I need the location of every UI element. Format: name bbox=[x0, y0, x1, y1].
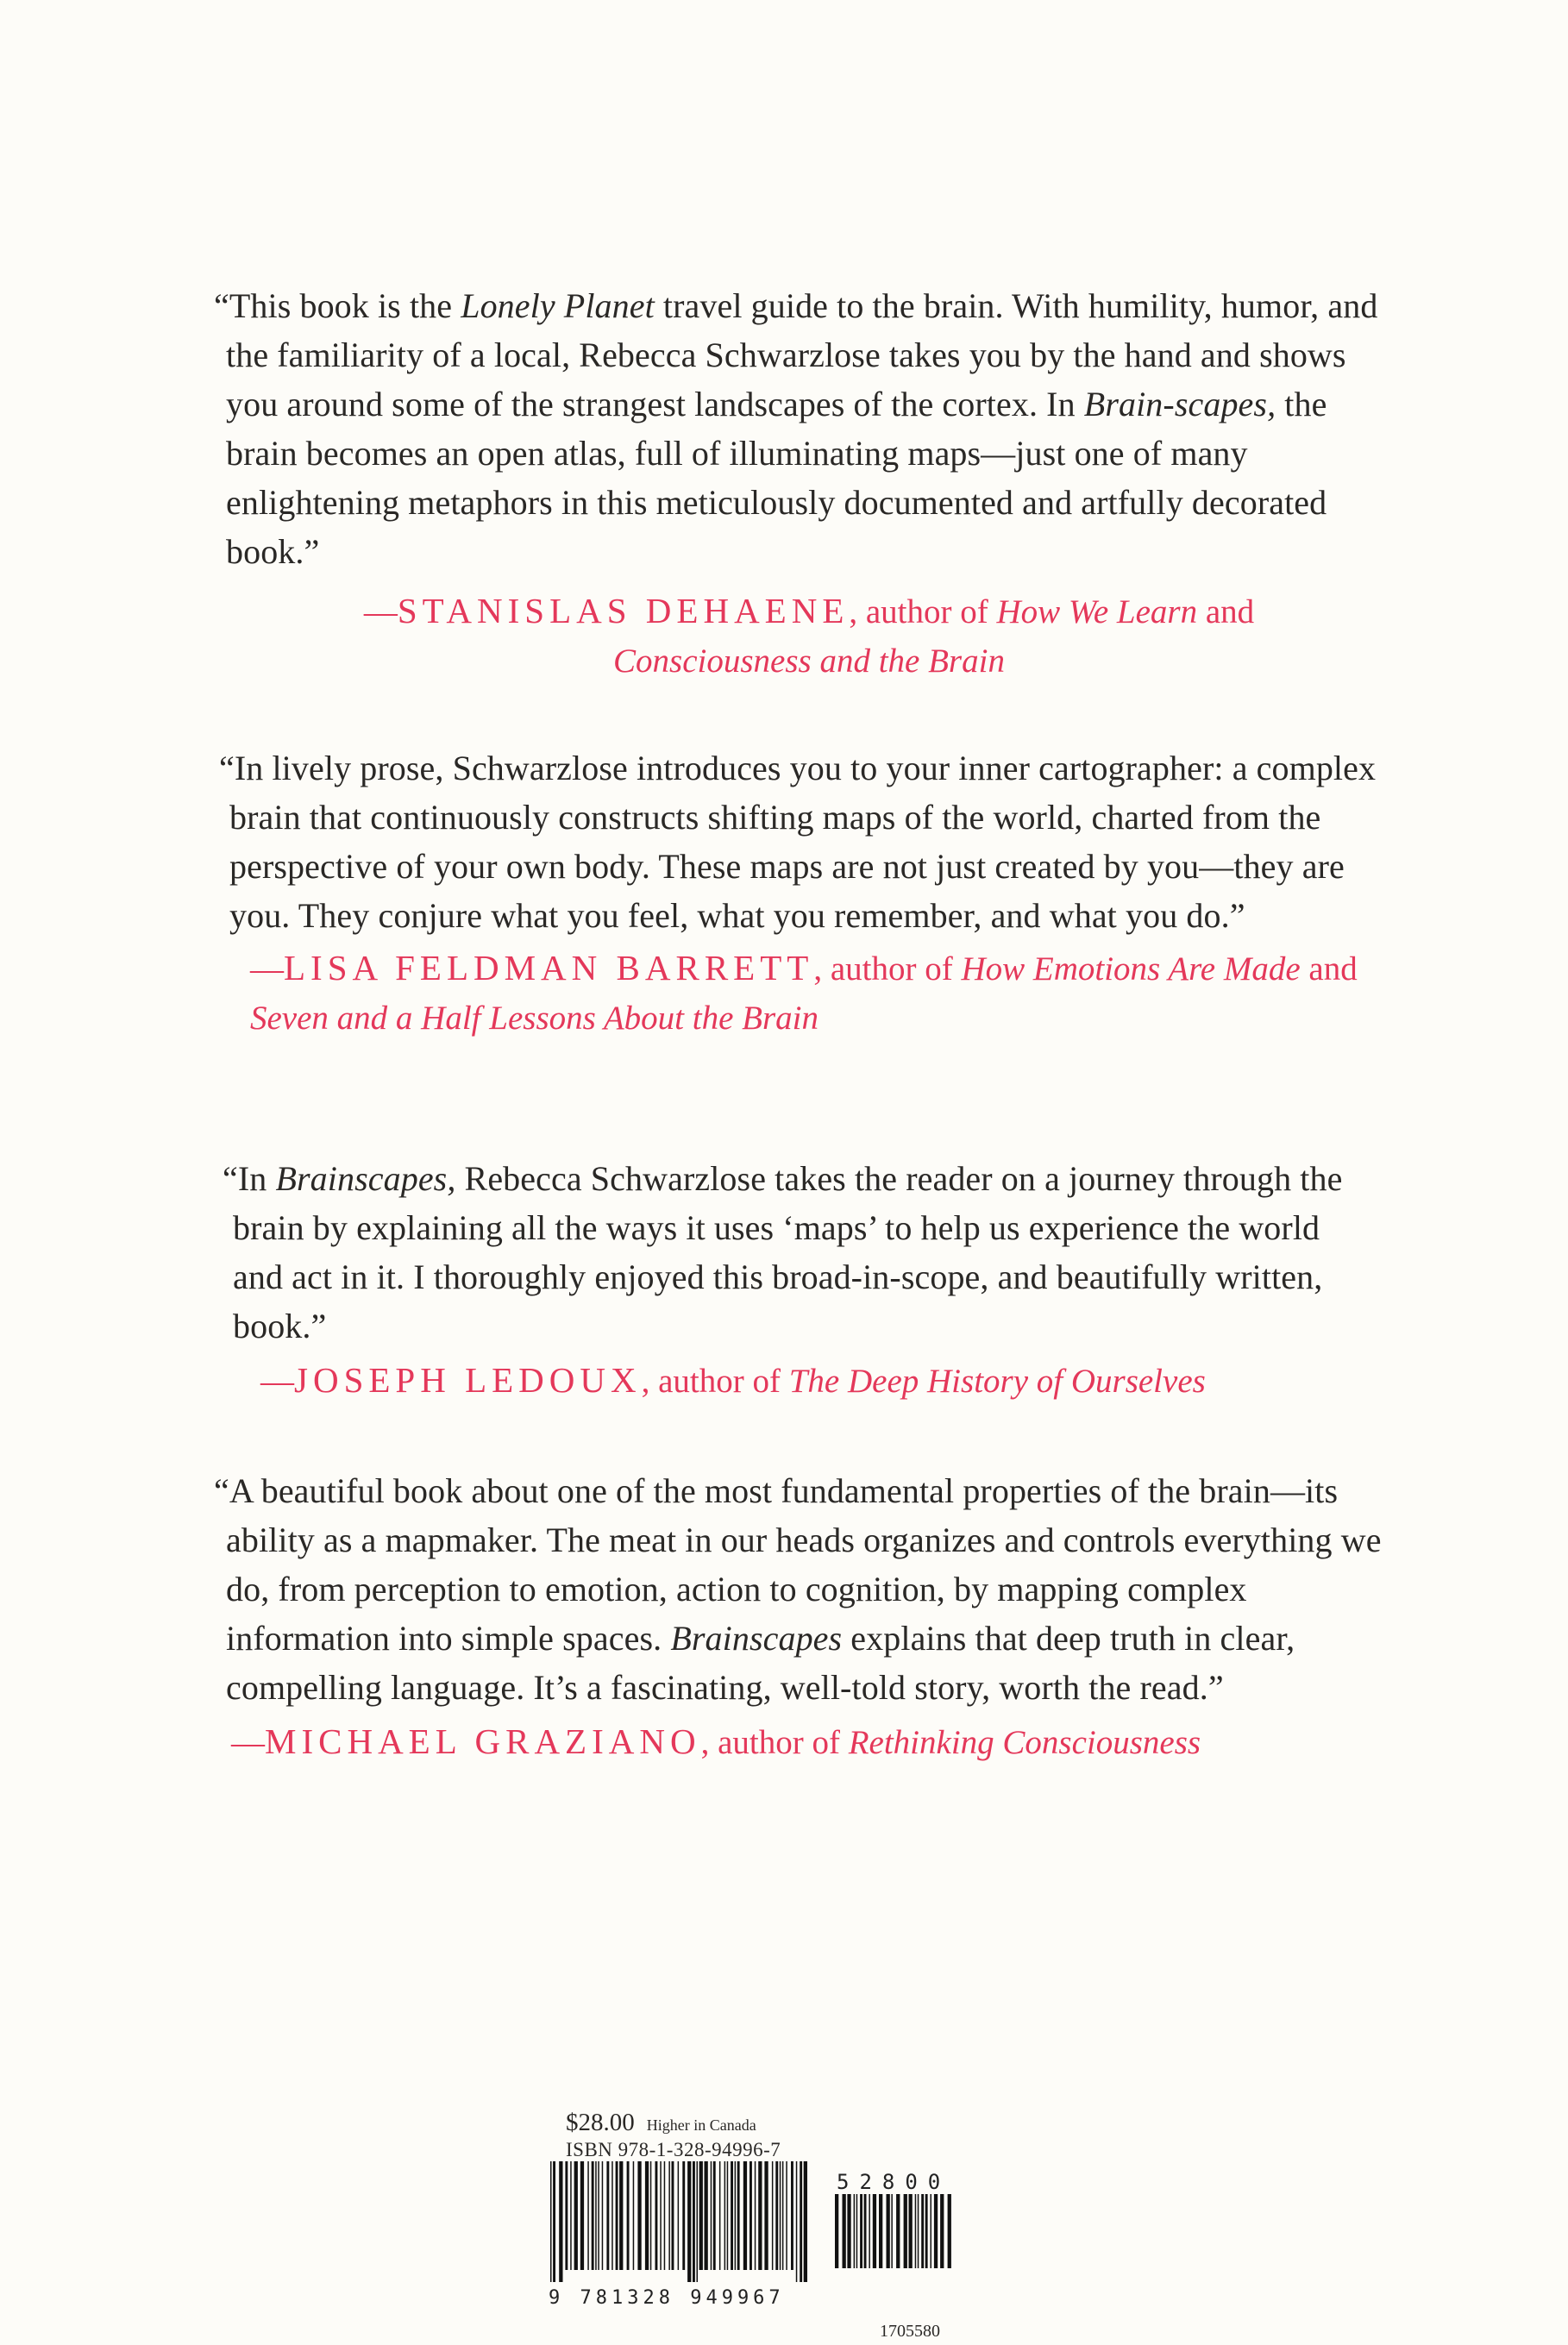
barcode-bar bbox=[750, 2161, 752, 2270]
barcode-bar bbox=[727, 2161, 729, 2270]
barcode-bar bbox=[864, 2194, 867, 2268]
blurb-quote: “In Brainscapes, Rebecca Schwarzlose takes the reader on a journey through the brain by explaining all the ways it uses ‘maps’ to help us experience the world and act in it. I thoroughly enjoyed this broad-in-scope, and beautifully written, book.” bbox=[223, 1159, 1343, 1345]
barcode-bar bbox=[602, 2161, 604, 2270]
barcode-bar bbox=[550, 2161, 552, 2282]
blurb-attribution: —MICHAEL GRAZIANO, author of Rethinking Consciousness bbox=[231, 1721, 1201, 1761]
barcode-bar bbox=[606, 2161, 609, 2270]
isbn-label: ISBN 978-1-328-94996-7 bbox=[566, 2139, 781, 2160]
barcode-bar bbox=[655, 2161, 658, 2270]
barcode-bar bbox=[687, 2161, 691, 2282]
barcode-bar bbox=[711, 2161, 712, 2270]
barcode-bar bbox=[570, 2161, 572, 2270]
barcode-bar bbox=[580, 2161, 584, 2270]
blurb-attribution: —LISA FELDMAN BARRETT, author of How Emotions Are Made and Seven and a Half Lessons About the Brain bbox=[250, 948, 1358, 1037]
barcode-bar bbox=[791, 2161, 793, 2270]
barcode-bar bbox=[948, 2194, 951, 2268]
barcode-bar bbox=[931, 2194, 932, 2268]
barcode-bar bbox=[731, 2161, 733, 2270]
barcode-bar bbox=[595, 2161, 597, 2270]
barcode-bar bbox=[869, 2194, 870, 2268]
barcode-bar bbox=[616, 2161, 618, 2270]
barcode-bar bbox=[660, 2161, 662, 2270]
barcode-bar bbox=[918, 2194, 919, 2268]
barcode-bar bbox=[672, 2161, 674, 2270]
barcode-bar bbox=[782, 2161, 784, 2270]
barcode-bar bbox=[705, 2161, 708, 2270]
blurb-quote: “A beautiful book about one of the most fundamental properties of the brain—its ability as a mapmaker. The meat in our heads organizes and controls everything we do, from perception to emotion, action to cognition, by mapping complex information into simple spaces. Brainscapes explains that deep truth in clear, compelling language. It’s a fascinating, well-told story, worth the read.” bbox=[214, 1471, 1382, 1707]
barcode-bar bbox=[915, 2194, 917, 2268]
barcode-bar bbox=[940, 2194, 944, 2268]
addon-digits: 52800 bbox=[837, 2170, 951, 2194]
barcode-bar bbox=[755, 2161, 756, 2270]
barcode-bar bbox=[780, 2161, 781, 2270]
barcode-bar bbox=[904, 2194, 907, 2268]
author-name: LISA FELDMAN BARRETT bbox=[284, 948, 814, 988]
price-label: $28.00 Higher in Canada bbox=[566, 2109, 756, 2136]
author-name: JOSEPH LEDOUX bbox=[294, 1360, 642, 1400]
barcode-bar bbox=[735, 2161, 737, 2270]
blurb-attribution: —STANISLAS DEHAENE, author of How We Learn and Consciousness and the Brain bbox=[363, 591, 1255, 680]
book-title: Consciousness and the Brain bbox=[613, 643, 1005, 680]
blurb-ledoux bbox=[223, 1154, 1378, 1406]
barcode-bar bbox=[724, 2161, 726, 2270]
barcode-bar bbox=[843, 2194, 846, 2268]
barcode-bar bbox=[873, 2194, 876, 2268]
barcode-bar bbox=[592, 2161, 594, 2270]
barcode-bar bbox=[887, 2194, 890, 2268]
barcode-bar bbox=[796, 2161, 798, 2282]
book-title: The Deep History of Ourselves bbox=[788, 1363, 1206, 1400]
barcode-bar bbox=[678, 2161, 680, 2270]
barcode-bar bbox=[909, 2194, 913, 2268]
barcode-bar bbox=[921, 2194, 924, 2268]
barcode-bar bbox=[719, 2161, 721, 2270]
barcode-bar bbox=[713, 2161, 716, 2270]
barcode-bar bbox=[847, 2194, 850, 2268]
book-title: How We Learn bbox=[996, 593, 1198, 630]
barcode-bar bbox=[668, 2161, 670, 2270]
barcode-bar bbox=[553, 2161, 555, 2282]
barcode-bar bbox=[764, 2161, 768, 2270]
barcode-bar bbox=[682, 2161, 685, 2270]
blurb-quote: “In lively prose, Schwarzlose introduces you to your inner cartographer: a complex brain that continuously constructs shifting maps of the world, charted from the perspective of your own body. These maps are not just created by you—they are you. They conjure what you feel, what you remember, and what you do.” bbox=[219, 749, 1377, 935]
barcode-bar bbox=[565, 2161, 568, 2270]
barcode-bar bbox=[772, 2161, 774, 2270]
barcode-bar bbox=[587, 2161, 589, 2270]
blurb-quote: “This book is the Lonely Planet travel guide to the brain. With humility, humor, and the familiarity of a local, Rebecca Schwarzlose takes you by the hand and shows you around some of the strangest landscapes of the cortex. In Brain-scapes, the brain becomes an open atlas, full of illuminating maps—just one of many enlightening metaphors in this meticulously documented and artfully decorated book.” bbox=[214, 286, 1378, 571]
blurb-barrett bbox=[219, 743, 1401, 1043]
barcode-bar bbox=[559, 2161, 562, 2282]
barcode-bar bbox=[574, 2161, 578, 2270]
barcode-bar bbox=[598, 2161, 599, 2270]
barcode-bar bbox=[699, 2161, 703, 2270]
blurb-attribution: —JOSEPH LEDOUX, author of The Deep History of Ourselves bbox=[260, 1360, 1206, 1400]
barcode-bar bbox=[934, 2194, 938, 2268]
ean-barcode bbox=[549, 2161, 807, 2282]
book-title: Seven and a Half Lessons About the Brain bbox=[250, 1000, 818, 1037]
author-name: MICHAEL GRAZIANO bbox=[265, 1721, 701, 1761]
barcode-bar bbox=[800, 2161, 802, 2282]
barcode-bar bbox=[804, 2161, 807, 2282]
barcode-bar bbox=[775, 2161, 778, 2270]
barcode-bar bbox=[645, 2161, 649, 2270]
barcode-bar bbox=[743, 2161, 747, 2270]
blurb-graziano bbox=[214, 1466, 1404, 1767]
barcode-bar bbox=[619, 2161, 623, 2270]
barcode-bar bbox=[856, 2194, 858, 2268]
barcode-bar bbox=[612, 2161, 613, 2270]
barcode-bar bbox=[664, 2161, 666, 2270]
barcode-bar bbox=[786, 2161, 787, 2270]
barcode-bar bbox=[737, 2161, 740, 2270]
author-name: STANISLAS DEHAENE bbox=[397, 591, 850, 630]
barcode-bar bbox=[854, 2194, 856, 2268]
book-title: Rethinking Consciousness bbox=[848, 1724, 1201, 1761]
barcode-bar bbox=[758, 2161, 762, 2270]
barcode-bar bbox=[637, 2161, 641, 2270]
addon-barcode bbox=[833, 2194, 954, 2280]
book-title: How Emotions Are Made bbox=[961, 950, 1301, 988]
product-code: 1705580 bbox=[880, 2322, 940, 2341]
blurb-dehaene bbox=[214, 281, 1404, 686]
barcode-bar bbox=[650, 2161, 652, 2270]
canada-price-note: Higher in Canada bbox=[646, 2116, 756, 2134]
barcode-bar bbox=[925, 2194, 928, 2268]
barcode-bar bbox=[627, 2161, 630, 2270]
barcode-bar bbox=[693, 2161, 695, 2282]
barcode-bar bbox=[835, 2194, 838, 2268]
barcode-bar bbox=[860, 2194, 862, 2268]
barcode-bar bbox=[891, 2194, 893, 2268]
barcode-bar bbox=[896, 2194, 900, 2268]
barcode-bar bbox=[633, 2161, 635, 2270]
ean-digits: 9 781328 949967 bbox=[549, 2287, 785, 2309]
barcode-bar bbox=[697, 2161, 699, 2282]
barcode-bar bbox=[879, 2194, 882, 2268]
